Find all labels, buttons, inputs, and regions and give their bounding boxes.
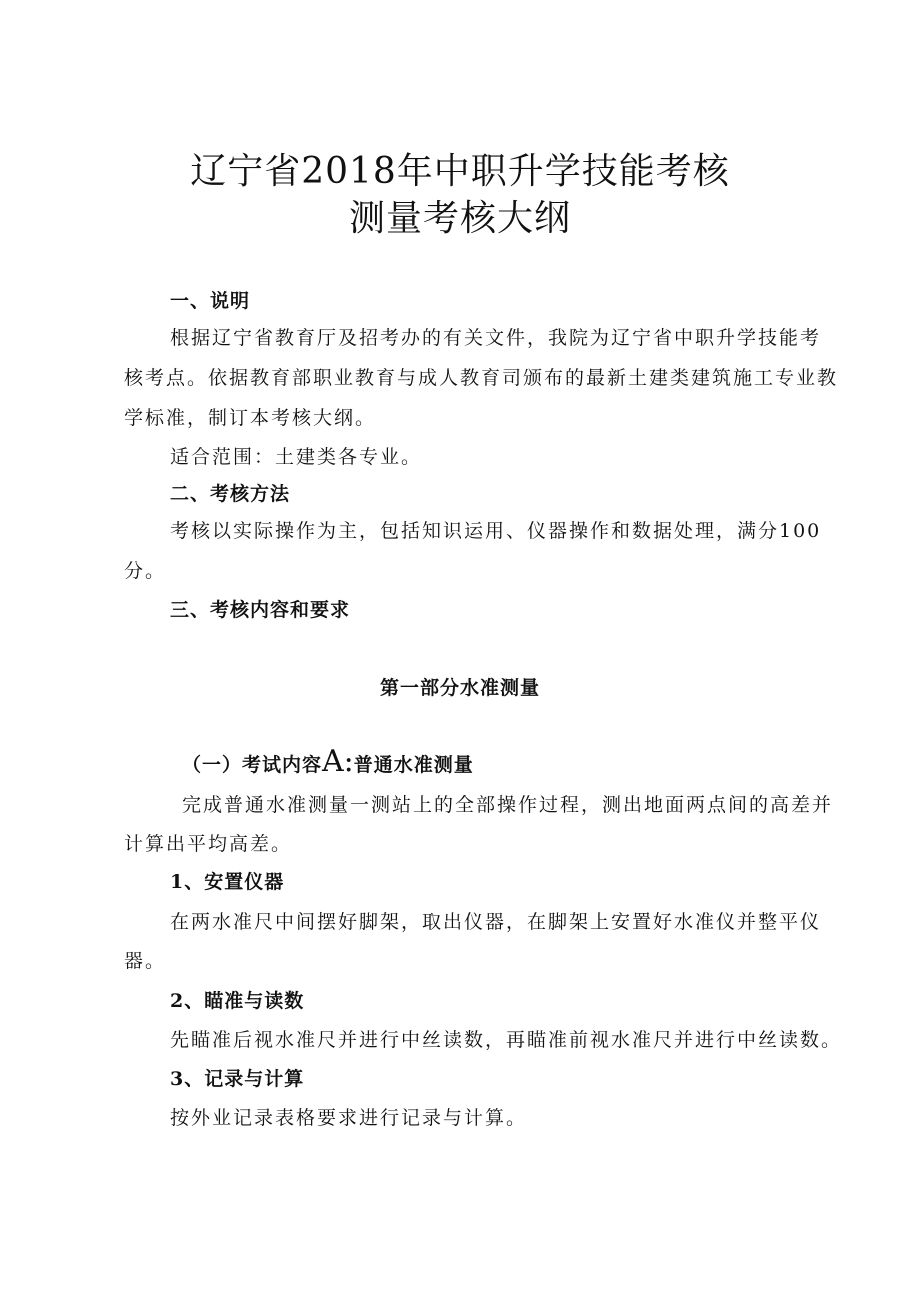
subheading-suffix: 普通水准测量	[353, 754, 474, 776]
step1-heading: 1、安置仪器	[170, 871, 285, 893]
section1-heading: 一、说明	[170, 290, 251, 312]
section3-heading: 三、考核内容和要求	[170, 599, 351, 621]
section1-para-line3: 学标准，制订本考核大纲。	[124, 407, 377, 429]
part1-subheading	[182, 744, 474, 779]
step2-line1: 先瞄准后视水准尺并进行中丝读数，再瞄准前视水准尺并进行中丝读数。	[170, 1029, 843, 1051]
document-title-line1: 辽宁省2018年中职升学技能考核	[190, 151, 730, 192]
section2-line2: 分。	[124, 560, 167, 582]
document-title-line2: 测量考核大纲	[348, 198, 571, 239]
step1-line1: 在两水准尺中间摆好脚架，取出仪器，在脚架上安置好水准仪并整平仪	[170, 911, 822, 933]
step1-line2: 器。	[124, 950, 167, 972]
step3-heading: 3、记录与计算	[170, 1068, 305, 1090]
part1-intro-line1: 完成普通水准测量一测站上的全部操作过程，测出地面两点间的高差并	[182, 794, 834, 816]
section1-para-line2: 核考点。依据教育部职业教育与成人教育司颁布的最新土建类建筑施工专业教	[124, 367, 839, 389]
section1-scope: 适合范围：土建类各专业。	[170, 446, 423, 468]
subheading-prefix: （一）考试内容	[182, 754, 323, 776]
part1-intro-line2: 计算出平均高差。	[124, 833, 293, 855]
subheading-letter: A:	[322, 744, 354, 779]
section1-para-line1: 根据辽宁省教育厅及招考办的有关文件，我院为辽宁省中职升学技能考	[170, 327, 822, 349]
part1-heading: 第一部分水准测量	[379, 677, 540, 699]
step3-line1: 按外业记录表格要求进行记录与计算。	[170, 1107, 528, 1129]
section2-line1: 考核以实际操作为主，包括知识运用、仪器操作和数据处理，满分100	[170, 520, 822, 542]
step2-heading: 2、瞄准与读数	[170, 990, 305, 1012]
section2-heading: 二、考核方法	[170, 483, 291, 505]
